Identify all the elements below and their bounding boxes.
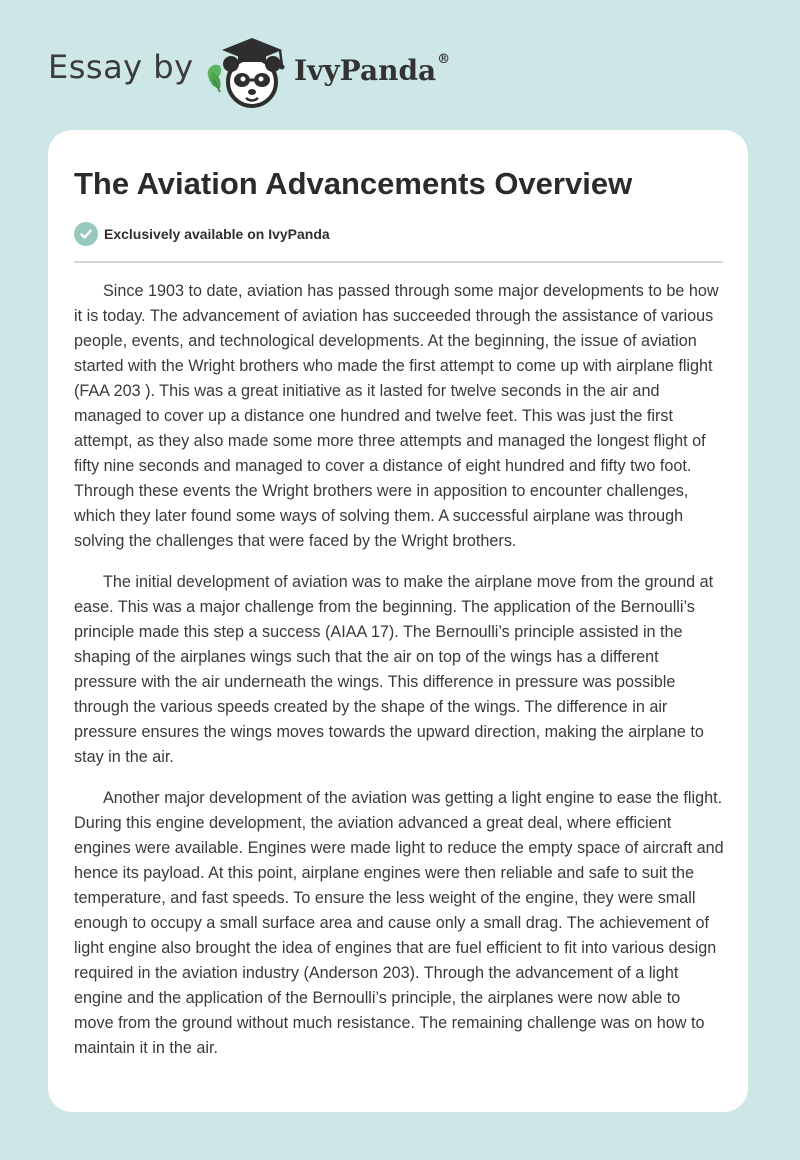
panda-graduate-icon[interactable] xyxy=(200,32,292,112)
paragraph: Since 1903 to date, aviation has passed through some major developments to be how it is today. The advancement of aviation has succeeded through the assistance of various people, events, and technological developments. At the beginning, the issue of aviation started with the Wright brothers who made the first attempt to come up with airplane flight (FAA 203 ). This was a great initiative as it lasted for twelve seconds in the air and managed to cover up a distance one hundred and twelve feet. This was just the first attempt, as they also made some more three attempts and managed the longest flight of fifty nine seconds and managed to cover a distance of eight hundred and fifty two foot. Through these events the Wright brothers were in apposition to encounter challenges, which they later found some ways of solving them. A successful airplane was through solving the challenges that were faced by the Wright brothers. xyxy=(74,282,719,550)
brand-name[interactable] xyxy=(294,54,450,87)
registered-mark: ® xyxy=(437,52,451,67)
essay-by-label: Essay by xyxy=(48,48,194,86)
essay-body xyxy=(74,279,724,1077)
site-header xyxy=(48,32,748,112)
check-circle-icon xyxy=(74,222,98,246)
page-title: The Aviation Advancements Overview xyxy=(74,166,633,201)
title-divider xyxy=(74,261,723,263)
essay-card xyxy=(48,130,748,1112)
exclusive-badge-label: Exclusively available on IvyPanda xyxy=(104,226,330,242)
paragraph: The initial development of aviation was to make the airplane move from the ground at ease. This was a major challenge from the beginning. The application of the Bernoulli’s principle made this step a success (AIAA 17). The Bernoulli’s principle assisted in the shaping of the airplanes wings such that the air on top of the wings has a different pressure with the air underneath the wings. This difference in pressure was possible through the various speeds created by the shape of the wings. The difference in air pressure ensures the wings moves towards the upward direction, making the airplane to stay in the air. xyxy=(74,573,714,766)
brand-name-text: IvyPanda xyxy=(294,54,437,87)
exclusive-badge xyxy=(74,222,330,246)
paragraph: Another major development of the aviation was getting a light engine to ease the flight. During this engine development, the aviation advanced a great deal, where efficient engines were available. Engines were made light to reduce the empty space of aircraft and hence its payload. At this point, airplane engines were then reliable and safe to suit the temperature, and fast speeds. To ensure the less weight of the engine, they were small enough to occupy a small surface area and cause only a small drag. The achievement of light engine also brought the idea of engines that are fuel efficient to fit into various design required in the aviation industry (Anderson 203). Through the advancement of a light engine and the application of the Bernoulli’s principle, the airplanes were now able to move from the ground without much resistance. The remaining challenge was on how to maintain it in the air. xyxy=(74,789,724,1057)
